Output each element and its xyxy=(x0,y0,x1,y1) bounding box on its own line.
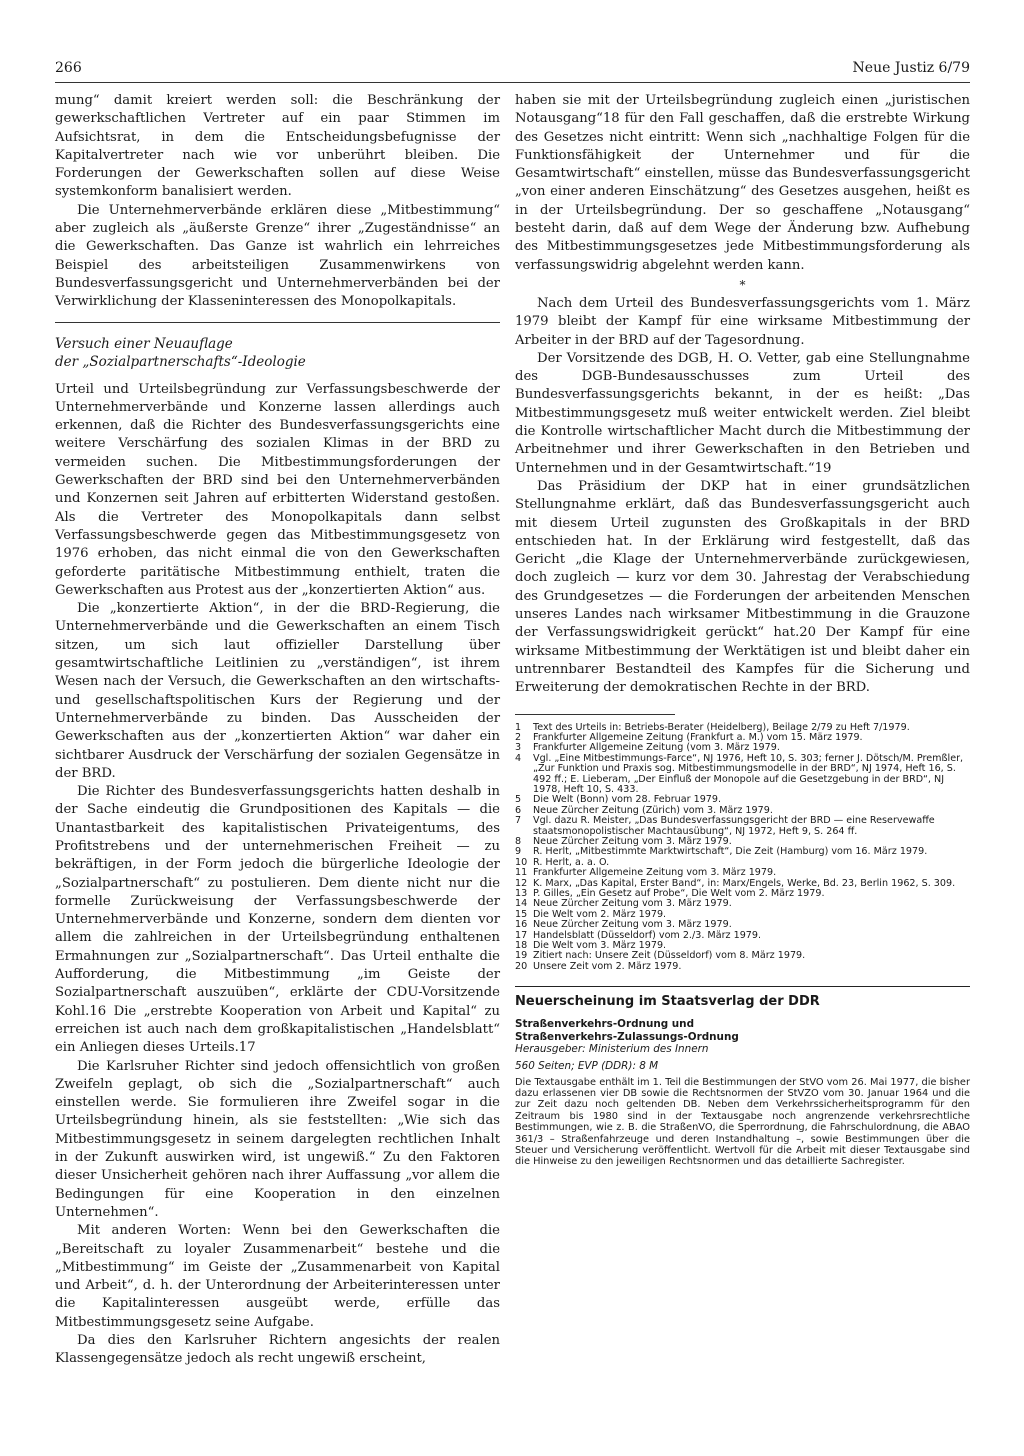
body-paragraph: mung“ damit kreiert werden soll: die Beschränkung der gewerkschaftlichen Vertreter auf ein paar Stimmen im Aufsichtsrat, in dem die Entscheidungsbefugnisse der Kapitalvertreter nach wie vor unberührt bleiben. Die Forderungen der Gewerkschaften sollen auf diese Weise systemkonform banalisiert werden. xyxy=(55,93,500,200)
book-title-line: Straßenverkehrs-Zulassungs-Ordnung xyxy=(515,1030,739,1043)
footnote-number: 3 xyxy=(515,742,522,754)
body-paragraph: Die Karlsruher Richter sind jedoch offensichtlich von großen Zweifeln geplagt, ob sich die „Sozialpartnerschaft“ auch einstellen werde. Sie formulieren ihre Zweifel sogar in die Urteilsbegründung hinein, als sie feststellten: „Wie sich das Mitbestimmungsgesetz in seinem dargelegten rechtlichen Inhalt in der Zukunft auswirken wird, ist ungewiß.“ Zu den Faktoren dieser Unsicherheit gehören nach ihrer Auffassung „vor allem die Bedingungen für eine Kooperation in den einzelnen Unternehmen“. xyxy=(55,1058,500,1220)
footnote-text: Die Welt (Bonn) vom 28. Februar 1979. xyxy=(533,794,722,806)
left-column xyxy=(55,92,500,1369)
footnote-text: Neue Zürcher Zeitung (Zürich) vom 3. März 1979. xyxy=(533,804,773,816)
footnote-text: Neue Zürcher Zeitung vom 3. März 1979. xyxy=(533,835,732,847)
section-heading xyxy=(55,335,500,371)
right-column xyxy=(515,92,970,1168)
footnote-text: Die Welt vom 3. März 1979. xyxy=(533,940,667,952)
footnote-number: 9 xyxy=(515,846,522,858)
footnote xyxy=(515,962,970,972)
footnote-number: 15 xyxy=(515,908,528,920)
footnote-text: Handelsblatt (Düsseldorf) vom 2./3. März 1979. xyxy=(533,929,762,941)
journal-title: Neue Justiz 6/79 xyxy=(852,60,970,76)
footnote-number: 7 xyxy=(515,815,522,827)
footnote-text: Unsere Zeit vom 2. März 1979. xyxy=(533,960,682,972)
footnote-number: 1 xyxy=(515,721,522,733)
footnote-text: R. Herlt, a. a. O. xyxy=(533,856,610,868)
footnote-number: 14 xyxy=(515,898,528,910)
footnote-number: 10 xyxy=(515,856,528,868)
section-heading-line: Versuch einer Neuauflage xyxy=(55,335,233,352)
body-paragraph: Die Unternehmerverbände erklären diese „Mitbestimmung“ aber zugleich als „äußerste Grenze“ ihrer „Zugeständnisse“ an die Gewerkschaften. Das Ganze ist wahrlich ein lehrreiches Beispiel des arbeitsteiligen Zusammenwirkens von Bundesverfassungsgericht und Unternehmerverbänden bei der Verwirklichung der Klasseninteressen des Monopolkapitals. xyxy=(55,202,500,310)
footnote-number: 17 xyxy=(515,929,528,941)
footnote-number: 5 xyxy=(515,794,522,806)
book-title-line: Straßenverkehrs-Ordnung und xyxy=(515,1018,695,1031)
body-paragraph: Die Richter des Bundesverfassungsgerichts hatten deshalb in der Sache eindeutig die Grundpositionen des Kapitals — die Unantastbarkeit des kapitalistischen Privateigentums, des Profitstrebens und der unternehmerischen Freiheit — zu bekräftigen, in der Form jedoch die bürgerliche Ideologie der „Sozialpartnerschaft“ zu postulieren. Dem diente nicht nur die formelle Zurückweisung der Verfassungsbeschwerde der Unternehmerverbände und Konzerne, sondern dem dienten vor allem die zahlreichen in der Urteilsbegründung enthaltenen Ermahnungen zur „Sozialpartnerschaft“. Das Urteil enthalte die Aufforderung, die Mitbestimmung „im Geiste der Sozialpartnerschaft auszuüben“, erklärte der CDU-Vorsitzende Kohl.16 Die „erstrebte Kooperation von Arbeit und Kapital“ zu erreichen ist auch nach dem großkapitalistischen „Handelsblatt“ ein Anliegen dieses Urteils.17 xyxy=(55,784,500,1056)
section-separator: * xyxy=(739,277,746,292)
book-publisher: Herausgeber: Ministerium des Innern xyxy=(515,1043,709,1056)
new-publication-box xyxy=(515,993,970,1168)
footnote xyxy=(515,754,970,796)
page-number: 266 xyxy=(55,60,82,76)
section-heading-line: der „Sozialpartnerschafts“-Ideologie xyxy=(55,353,306,370)
footnote-number: 20 xyxy=(515,960,528,972)
publication-heading: Neuerscheinung im Staatsverlag der DDR xyxy=(515,994,820,1010)
body-paragraph: Der Vorsitzende des DGB, H. O. Vetter, gab eine Stellungnahme des DGB-Bundesausschusses zum Urteil des Bundesverfassungsgerichts bekannt, in der es heißt: „Das Mitbestimmungsgesetz muß weiter entwickelt werden. Ziel bleibt die Kontrolle wirtschaftlicher Macht durch die Mitbestimmung der Arbeitnehmer und ihrer Gewerkschaften in den Betrieben und Unternehmen und in der Gesamtwirtschaft.“19 xyxy=(515,350,970,476)
footnote-number: 16 xyxy=(515,919,528,931)
footnote-text: P. Gilles, „Ein Gesetz auf Probe“, Die Welt vom 2. März 1979. xyxy=(533,888,825,899)
footnote-text: Vgl. „Eine Mitbestimmungs-Farce“, NJ 1976, Heft 10, S. 303; ferner J. Dötsch/M. Premßler, „Zur Funktion und Praxis sog. Mitbestimmungsmodelle in der BRD“, NJ 1974, Heft 16, S. 492 ff.; E. Lieberam, „Der Einfluß der Monopole auf die Gesetzgebung in der BRD“, NJ 1978, Heft 10, S. 433. xyxy=(533,752,964,795)
footnote-text: Die Welt vom 2. März 1979. xyxy=(533,908,667,920)
body-paragraph: Das Präsidium der DKP hat in einer grundsätzlichen Stellungnahme erklärt, daß das Bundesverfassungsgericht auch mit diesem Urteil zugunsten des Großkapitals in der BRD entschieden hat. In der Erklärung wird festgestellt, daß das Gericht „die Klage der Unternehmerverbände zurückgewiesen, doch zugleich — kurz vor dem 30. Jahrestag der Verabschiedung des Grundgesetzes — die Forderungen der arbeitenden Menschen unseres Landes nach wirksamer Mitbestimmung in die Grauzone der Verfassungswidrigkeit gerückt“ hat.20 Der Kampf für eine wirksame Mitbestimmung der Werktätigen ist und bleibt daher ein untrennbarer Bestandteil des Kampfes für die Sicherung und Erweiterung der demokratischen Rechte in der BRD. xyxy=(515,478,970,696)
footnote-text: Text des Urteils in: Betriebs-Berater (Heidelberg), Beilage 2/79 zu Heft 7/1979. xyxy=(533,721,910,733)
footnote xyxy=(515,816,970,837)
footnote-divider xyxy=(515,714,675,715)
footnote-text: K. Marx, „Das Kapital, Erster Band“, in: Marx/Engels, Werke, Bd. 23, Berlin 1962, S. 309. xyxy=(533,877,956,889)
footnote-text: Frankfurter Allgemeine Zeitung vom 3. März 1979. xyxy=(533,867,777,879)
body-paragraph: Die „konzertierte Aktion“, in der die BRD-Regierung, die Unternehmerverbände und die Gewerkschaften an einem Tisch sitzen, um sich laut offizieller Darstellung über gesamtwirtschaftliche Leitlinien zu „verständigen“, ist ihrem Wesen nach der Versuch, die Gewerkschaften an den wirtschafts- und gesellschaftspolitischen Kurs der Regierung und der Unternehmerverbände zu binden. Das Ausscheiden der Gewerkschaften aus der „konzertierten Aktion“ war daher ein sichtbarer Ausdruck der Verschärfung der sozialen Gegensätze in der BRD. xyxy=(55,601,500,781)
footnote-number: 6 xyxy=(515,804,522,816)
footnote-number: 13 xyxy=(515,888,528,899)
body-paragraph: Nach dem Urteil des Bundesverfassungsgerichts vom 1. März 1979 bleibt der Kampf für eine wirksame Mitbestimmung der Arbeiter in der BRD auf der Tagesordnung. xyxy=(515,295,970,348)
footnote-number: 11 xyxy=(515,867,528,879)
footnote-text: Zitiert nach: Unsere Zeit (Düsseldorf) vom 8. März 1979. xyxy=(533,950,806,962)
footnote-text: Vgl. dazu R. Meister, „Das Bundesverfassungsgericht der BRD — eine Reservewaffe staatsmonopolistischer Machtausübung“, NJ 1972, Heft 9, S. 264 ff. xyxy=(533,815,935,837)
body-paragraph: haben sie mit der Urteilsbegründung zugleich einen „juristischen Notausgang“18 für den Fall geschaffen, daß die erstrebte Wirkung des Gesetzes nicht eintritt: Wenn sich „nachhaltige Folgen für die Funktionsfähigkeit der Unternehmer und für die Gesamtwirtschaft“ einstellen, müsse das Bundesverfassungsgericht „von einer anderen Einschätzung“ des Gesetzes ausgehen, heißt es in der Urteilsbegründung. Der so geschaffene „Notausgang“ besteht darin, daß auf dem Wege der Änderung bzw. Aufhebung des Mitbestimmungsgesetzes jede Mitbestimmungsforderung als verfassungswidrig abgelehnt werden kann. xyxy=(515,93,970,273)
footnote-text: Frankfurter Allgemeine Zeitung (vom 3. März 1979. xyxy=(533,742,780,754)
footnote-number: 12 xyxy=(515,877,528,889)
footnote-text: Frankfurter Allgemeine Zeitung (Frankfurt a. M.) vom 15. März 1979. xyxy=(533,731,863,743)
footnote-number: 2 xyxy=(515,731,522,743)
body-paragraph: Mit anderen Worten: Wenn bei den Gewerkschaften die „Bereitschaft zu loyaler Zusammenarbeit“ bestehe und die „Mitbestimmung“ im Geiste der „Zusammenarbeit von Kapital und Arbeit“, d. h. der Unterordnung der Arbeiterinteressen unter die Kapitalinteressen ausgeübt werde, erfülle das Mitbestimmungsgesetz seine Aufgabe. xyxy=(55,1223,500,1330)
footnote-number: 4 xyxy=(515,752,522,764)
publication-divider xyxy=(515,986,970,987)
section-divider xyxy=(55,322,500,323)
body-paragraph: Da dies den Karlsruher Richtern angesichts der realen Klassengegensätze jedoch als recht ungewiß erscheint, xyxy=(55,1333,500,1367)
footnote-text: Neue Zürcher Zeitung vom 3. März 1979. xyxy=(533,898,732,910)
page-header xyxy=(55,58,970,83)
footnotes xyxy=(515,723,970,973)
footnote-number: 8 xyxy=(515,835,522,847)
book-details: 560 Seiten; EVP (DDR): 8 M xyxy=(515,1060,659,1073)
body-paragraph: Urteil und Urteilsbegründung zur Verfassungsbeschwerde der Unternehmerverbände und Konzerne lassen allerdings auch erkennen, daß die Richter des Bundesverfassungsgerichts eine weitere Verschärfung des sozialen Klimas in der BRD zu vermeiden suchen. Die Mitbestimmungsforderungen der Gewerkschaften der BRD sind bei den Unternehmerverbänden und Konzernen seit Jahren auf erbitterten Widerstand gestoßen. Als die Vertreter des Monopolkapitals dann selbst Verfassungsbeschwerde gegen das Mitbestimmungsgesetz von 1976 erhoben, das nicht einmal die von den Gewerkschaften geforderte paritätische Mitbestimmung enthielt, traten die Gewerkschaften aus Protest aus der „konzertierten Aktion“ aus. xyxy=(55,381,500,598)
book-description: Die Textausgabe enthält im 1. Teil die Bestimmungen der StVO vom 26. Mai 1977, die bisher dazu erlassenen vier DB sowie die Rechtsnormen der StVZO vom 30. Januar 1964 und die zur Zeit dazu noch geltenden DB. Neben dem Verkehrssicherheitsprogramm für den Zeitraum bis 1980 sind in der Textausgabe noch angrenzende verkehrsrechtliche Bestimmungen, wie z. B. die StraßenVO, die Sperrordnung, die Fahrschulordnung, die ABAO 361/3 – Straßenfahrzeuge und deren Instandhaltung –, sowie Bestimmungen über die Steuer und Versicherung veröffentlicht. Wertvoll für die Arbeit mit dieser Textausgabe sind die Hinweise zu den jeweiligen Rechtsnormen und das detaillierte Sachregister. xyxy=(515,1076,970,1168)
footnote-text: R. Herlt, „Mitbestimmte Marktwirtschaft“, Die Zeit (Hamburg) vom 16. März 1979. xyxy=(533,846,928,858)
footnote-text: Neue Zürcher Zeitung vom 3. März 1979. xyxy=(533,919,732,931)
footnote-number: 19 xyxy=(515,950,528,962)
footnote-number: 18 xyxy=(515,940,528,952)
